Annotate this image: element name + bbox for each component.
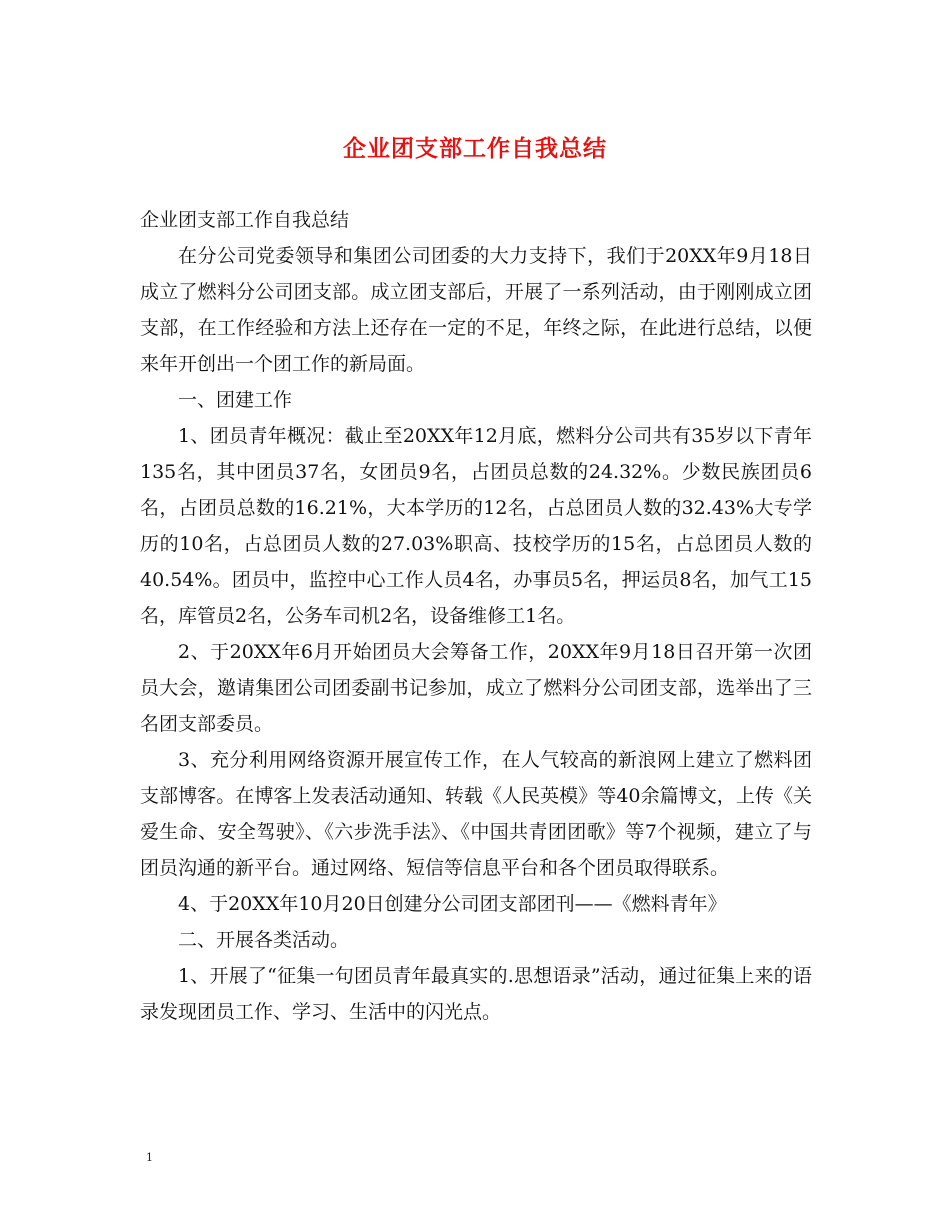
section-heading-activities: 二、开展各类活动。 <box>178 929 350 951</box>
page-number: 1 <box>146 1151 153 1164</box>
document-body <box>140 202 812 1030</box>
paragraph-intro: 在分公司党委领导和集团公司团委的大力支持下，我们于20XX年9月18日成立了燃料分公司团支部。成立团支部后，开展了一系列活动，由于刚刚成立团支部，在工作经验和方法上还存在一定的不足，年终之际，在此进行总结，以便来年开创出一个团工作的新局面。 <box>140 245 812 375</box>
paragraph-member-meeting: 2、于20XX年6月开始团员大会筹备工作，20XX年9月18日召开第一次团员大会，邀请集团公司团委副书记参加，成立了燃料分公司团支部，选举出了三名团支部委员。 <box>140 641 812 735</box>
paragraph-network-publicity: 3、充分利用网络资源开展宣传工作，在人气较高的新浪网上建立了燃料团支部博客。在博客上发表活动通知、转载《人民英模》等40余篇博文，上传《关爱生命、安全驾驶》、《六步洗手法》、《中国共青团团歌》等7个视频，建立了与团员沟通的新平台。通过网络、短信等信息平台和各个团员取得联系。 <box>140 749 812 879</box>
paragraph-league-journal: 4、于20XX年10月20日创建分公司团支部团刊——《燃料青年》 <box>178 893 727 915</box>
paragraph-subtitle: 企业团支部工作自我总结 <box>140 209 350 231</box>
section-heading-league-building: 一、团建工作 <box>178 389 293 411</box>
paragraph-quote-activity: 1、开展了“征集一句团员青年最真实的.思想语录”活动，通过征集上来的语录发现团员工作、学习、生活中的闪光点。 <box>140 965 812 1023</box>
document-title: 企业团支部工作自我总结 <box>343 135 607 162</box>
paragraph-member-overview: 1、团员青年概况：截止至20XX年12月底，燃料分公司共有35岁以下青年135名，其中团员37名，女团员9名，占团员总数的24.32%。少数民族团员6名，占团员总数的16.21%，大本学历的12名，占总团员人数的32.43%大专学历的10名，占总团员人数的27.03%职高、技校学历的15名，占总团员人数的40.54%。团员中，监控中心工作人员4名，办事员5名，押运员8名，加气工15名，库管员2名，公务车司机2名，设备维修工1名。 <box>140 425 812 627</box>
